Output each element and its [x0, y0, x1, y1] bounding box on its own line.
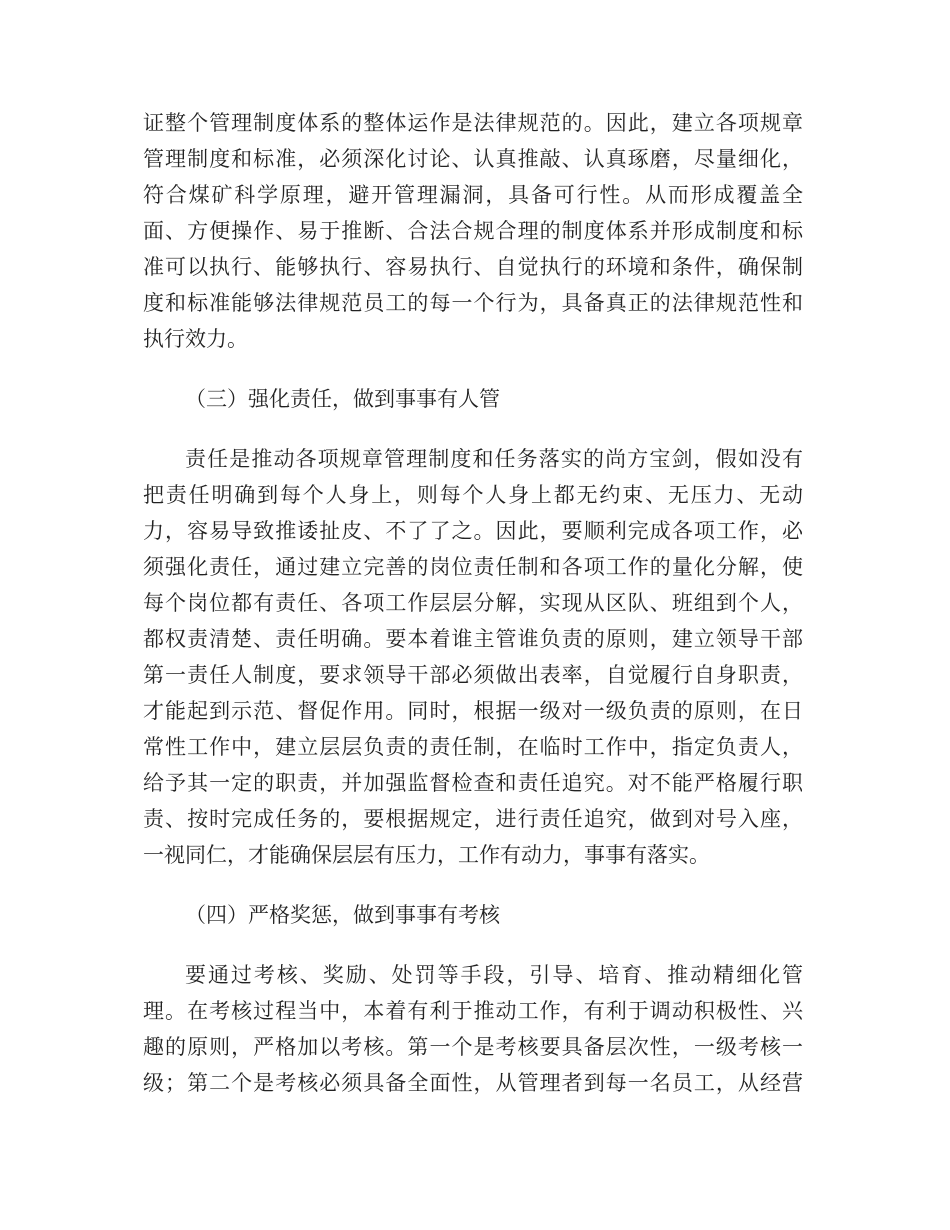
paragraph-spacer	[143, 873, 803, 897]
text-line: 符合煤矿科学原理，避开管理漏洞，具备可行性。从而形成覆盖全	[143, 183, 803, 207]
paragraph-spacer	[143, 357, 803, 381]
text-line: 第一责任人制度，要求领导干部必须做出表率，自觉履行自身职责，	[143, 663, 803, 687]
paragraph-3	[143, 957, 803, 1101]
paragraph-spacer	[143, 417, 803, 441]
text-line: 力，容易导致推诿扯皮、不了了之。因此，要顺利完成各项工作，必	[143, 519, 803, 543]
document-body	[143, 105, 803, 1101]
text-line: 度和标准能够法律规范员工的每一个行为，具备真正的法律规范性和	[143, 291, 803, 315]
text-line: 把责任明确到每个人身上，则每个人身上都无约束、无压力、无动	[143, 483, 803, 507]
text-line: 要通过考核、奖励、处罚等手段，引导、培育、推动精细化管	[185, 963, 803, 987]
text-line: 一视同仁，才能确保层层有压力，工作有动力，事事有落实。	[143, 843, 710, 867]
text-line: 证整个管理制度体系的整体运作是法律规范的。因此，建立各项规章	[143, 111, 803, 135]
section-heading-4: （四）严格奖惩，做到事事有考核	[185, 903, 500, 927]
text-line: 理。在考核过程当中，本着有利于推动工作，有利于调动积极性、兴	[143, 999, 803, 1023]
text-line: 才能起到示范、督促作用。同时，根据一级对一级负责的原则，在日	[143, 699, 803, 723]
section-heading-3: （三）强化责任，做到事事有人管	[185, 387, 500, 411]
text-line: 面、方便操作、易于推断、合法合规合理的制度体系并形成制度和标	[143, 219, 803, 243]
paragraph-1	[143, 105, 803, 357]
text-line: 责任是推动各项规章管理制度和任务落实的尚方宝剑，假如没有	[185, 447, 803, 471]
text-line: 责、按时完成任务的，要根据规定，进行责任追究，做到对号入座，	[143, 807, 803, 831]
text-line: 管理制度和标准，必须深化讨论、认真推敲、认真琢磨，尽量细化，	[143, 147, 803, 171]
paragraph-2	[143, 441, 803, 873]
text-line: 级；第二个是考核必须具备全面性，从管理者到每一名员工，从经营	[143, 1071, 803, 1095]
text-line: 须强化责任，通过建立完善的岗位责任制和各项工作的量化分解，使	[143, 555, 803, 579]
text-line: 每个岗位都有责任、各项工作层层分解，实现从区队、班组到个人，	[143, 591, 803, 615]
text-line: 执行效力。	[143, 327, 248, 351]
text-line: 准可以执行、能够执行、容易执行、自觉执行的环境和条件，确保制	[143, 255, 803, 279]
text-line: 趣的原则，严格加以考核。第一个是考核要具备层次性，一级考核一	[143, 1035, 803, 1059]
text-line: 给予其一定的职责，并加强监督检查和责任追究。对不能严格履行职	[143, 771, 803, 795]
paragraph-spacer	[143, 933, 803, 957]
text-line: 常性工作中，建立层层负责的责任制，在临时工作中，指定负责人，	[143, 735, 803, 759]
text-line: 都权责清楚、责任明确。要本着谁主管谁负责的原则，建立领导干部	[143, 627, 803, 651]
